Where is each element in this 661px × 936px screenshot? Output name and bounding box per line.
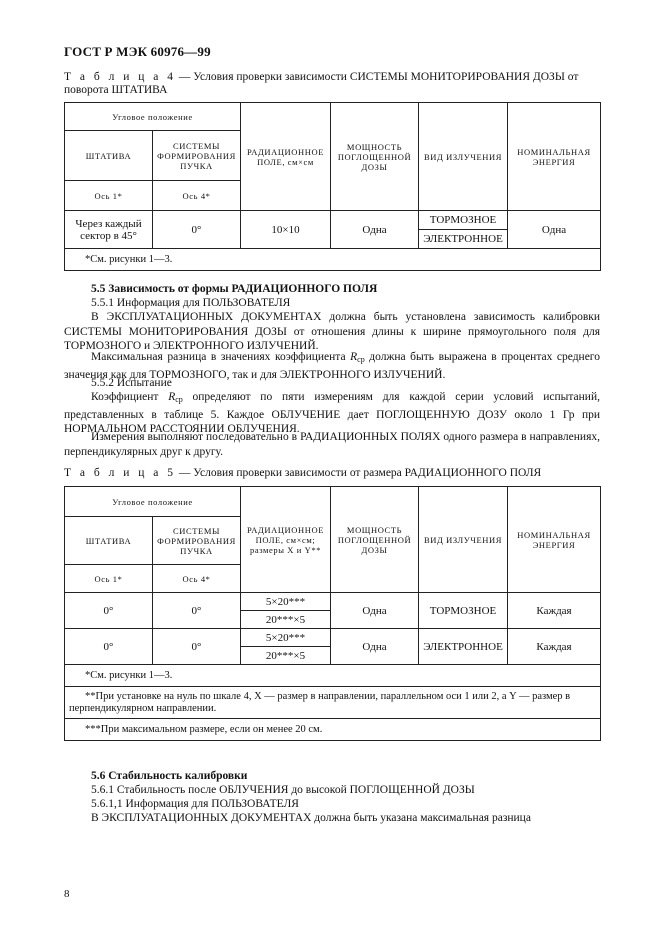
para2-text-a: Максимальная разница в значениях коэффициента — [91, 351, 351, 363]
table-4 — [64, 102, 601, 271]
t4-cell-system: 0° — [153, 211, 241, 249]
t5-row1-kind: ТОРМОЗНОЕ — [419, 593, 508, 629]
t4-cell-energy: Одна — [508, 211, 601, 249]
t4-cell-field: 10×10 — [241, 211, 331, 249]
t5-head-shtativ: ШТАТИВА — [65, 517, 153, 565]
t5-head-angular: Угловое положение — [65, 487, 241, 517]
t4-note: *См. рисунки 1—3. — [65, 249, 601, 271]
t4-head-system: СИСТЕМЫ ФОРМИРОВАНИЯ ПУЧКА — [153, 131, 241, 181]
section-5-6-heading: 5.6 Стабильность калибровки — [91, 770, 248, 782]
table5-caption-label: Т а б л и ц а 5 — [64, 467, 177, 479]
t4-head-energy: НОМИНАЛЬНАЯ ЭНЕРГИЯ — [508, 103, 601, 211]
t5-head-axis1: Ось 1* — [65, 565, 153, 593]
para3-text-a: Коэффициент — [91, 391, 169, 403]
table5-caption-text: — Условия проверки зависимости от размера РАДИАЦИОННОГО ПОЛЯ — [176, 467, 542, 479]
section-5-6-1-1: 5.6.1,1 Информация для ПОЛЬЗОВАТЕЛЯ — [91, 798, 299, 810]
table4-caption — [64, 71, 604, 97]
t4-cell-kind1: ТОРМОЗНОЕ — [419, 211, 508, 230]
t5-note2: **При установке на нуль по шкале 4, X — размер в направлении, параллельном оси 1 или 2, а Y — размер в перпендикулярном направлении. — [65, 687, 601, 719]
t5-row1-energy: Каждая — [508, 593, 601, 629]
section-5-5-heading: 5.5 Зависимость от формы РАДИАЦИОННОГО ПОЛЯ — [91, 283, 378, 295]
t4-head-axis4: Ось 4* — [153, 181, 241, 211]
t5-head-system: СИСТЕМЫ ФОРМИРОВАНИЯ ПУЧКА — [153, 517, 241, 565]
para3-text-b: определяют по пяти измерениям для каждой серии условий испытаний, представленных в таблице 5. Каждое ОБЛУЧЕНИЕ дает ПОГЛОЩЕННУЮ ДОЗУ около 1 Гр при НОРМАЛЬНОМ РАССТОЯНИИ ОБЛУЧЕНИЯ. — [64, 391, 600, 435]
t4-head-shtativ: ШТАТИВА — [65, 131, 153, 181]
t4-head-angular: Угловое положение — [65, 103, 241, 131]
table-5 — [64, 486, 601, 741]
t5-row1-field1: 5×20*** — [241, 593, 331, 611]
t5-row2-field1: 5×20*** — [241, 629, 331, 647]
t5-row2-shtativ: 0° — [65, 629, 153, 665]
r-subscript: ср — [175, 395, 183, 404]
table4-caption-text: — Условия проверки зависимости СИСТЕМЫ МОНИТОРИРОВАНИЯ ДОЗЫ от поворота ШТАТИВА — [64, 71, 579, 96]
t5-row1-shtativ: 0° — [65, 593, 153, 629]
t5-head-power: МОЩНОСТЬ ПОГЛОЩЕННОЙ ДОЗЫ — [331, 487, 419, 593]
t5-row2-system: 0° — [153, 629, 241, 665]
para2-text-b: должна быть выражена в процентах среднего значения как для ТОРМОЗНОГО, так и для ЭЛЕКТРОННОГО ИЗЛУЧЕНИЙ. — [64, 351, 600, 381]
section-5-6-para1: В ЭКСПЛУАТАЦИОННЫХ ДОКУМЕНТАХ должна быть указана максимальная разница — [91, 812, 531, 824]
section-5-6-1: 5.6.1 Стабильность после ОБЛУЧЕНИЯ до высокой ПОГЛОЩЕННОЙ ДОЗЫ — [91, 784, 475, 796]
t4-cell-kind2: ЭЛЕКТРОННОЕ — [419, 230, 508, 249]
t5-note3: ***При максимальном размере, если он менее 20 см. — [65, 719, 601, 741]
table4-caption-label: Т а б л и ц а 4 — [64, 71, 177, 83]
t5-head-kind: ВИД ИЗЛУЧЕНИЯ — [419, 487, 508, 593]
table5-caption — [64, 467, 604, 480]
r-symbol: R — [168, 391, 176, 403]
t5-row2-power: Одна — [331, 629, 419, 665]
section-5-5-para1: В ЭКСПЛУАТАЦИОННЫХ ДОКУМЕНТАХ должна быть установлена зависимость калибровки СИСТЕМЫ МОНИТОРИРОВАНИЯ ДОЗЫ от отношения длины к ширине прямоугольного поля для ТОРМОЗНОГО и ЭЛЕКТРОННОГО ИЗЛУЧЕНИЙ. — [64, 311, 600, 352]
t5-row2-energy: Каждая — [508, 629, 601, 665]
t5-row2-kind: ЭЛЕКТРОННОЕ — [419, 629, 508, 665]
section-5-5-2: 5.5.2 Испытание — [91, 377, 172, 389]
t5-note1: *См. рисунки 1—3. — [65, 665, 601, 687]
t5-row1-power: Одна — [331, 593, 419, 629]
doc-title: ГОСТ Р МЭК 60976—99 — [64, 44, 211, 59]
t4-head-kind: ВИД ИЗЛУЧЕНИЯ — [419, 103, 508, 211]
t5-row2-field2: 20***×5 — [241, 647, 331, 665]
t4-head-field: РАДИАЦИОННОЕ ПОЛЕ, см×см — [241, 103, 331, 211]
r-subscript: ср — [357, 355, 365, 364]
r-symbol: R — [350, 351, 358, 363]
section-5-5-1: 5.5.1 Информация для ПОЛЬЗОВАТЕЛЯ — [91, 297, 291, 309]
t4-cell-shtativ: Через каждый сектор в 45° — [65, 211, 153, 249]
t4-head-axis1: Ось 1* — [65, 181, 153, 211]
t5-head-axis4: Ось 4* — [153, 565, 241, 593]
page-number: 8 — [64, 888, 70, 900]
t5-head-field: РАДИАЦИОННОЕ ПОЛЕ, см×см; размеры X и Y** — [241, 487, 331, 593]
t5-head-energy: НОМИНАЛЬНАЯ ЭНЕРГИЯ — [508, 487, 601, 593]
t5-row1-system: 0° — [153, 593, 241, 629]
t5-row1-field2: 20***×5 — [241, 611, 331, 629]
t4-cell-power: Одна — [331, 211, 419, 249]
t4-head-power: МОЩНОСТЬ ПОГЛОЩЕННОЙ ДОЗЫ — [331, 103, 419, 211]
section-5-5-para4: Измерения выполняют последовательно в РАДИАЦИОННЫХ ПОЛЯХ одного размера в направлениях, перпендикулярных друг к другу. — [64, 431, 600, 458]
